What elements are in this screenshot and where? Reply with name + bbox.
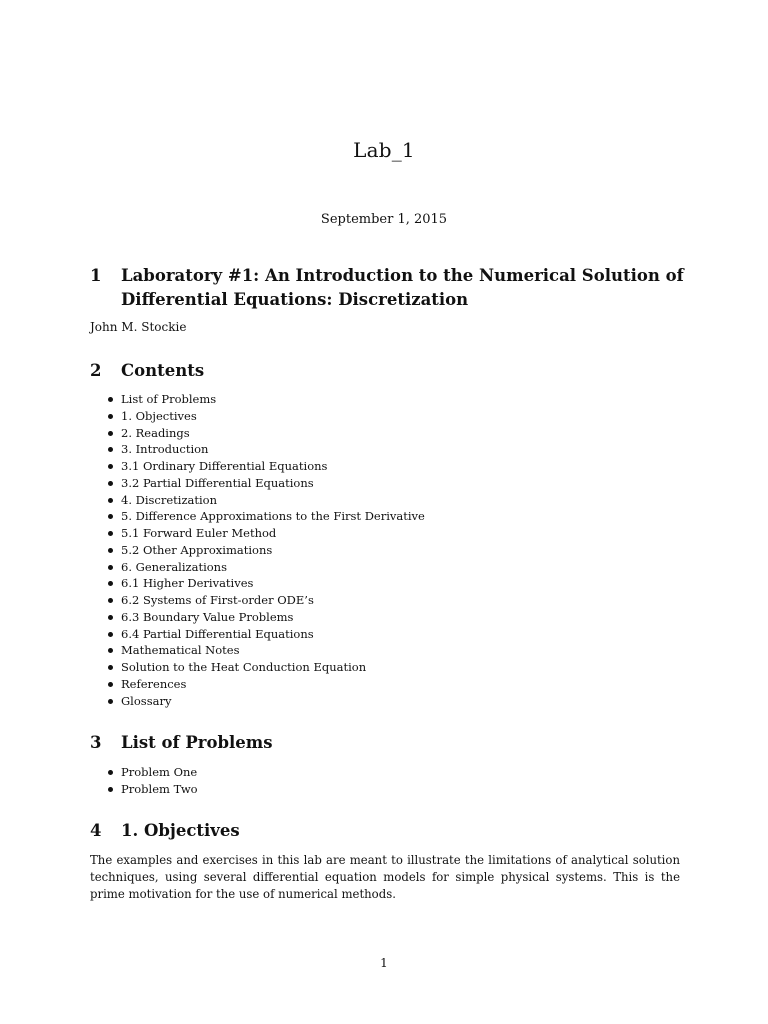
section-title: Laboratory #1: An Introduction to the Numerical Solution of Differential Equations: Discretization [121, 266, 684, 309]
bullet-icon [108, 565, 113, 570]
section-title: List of Problems [121, 733, 273, 752]
list-item-label: 5.1 Forward Euler Method [121, 526, 277, 540]
bullet-icon [108, 397, 113, 402]
list-item[interactable] [108, 391, 425, 408]
section-title: 1. Objectives [121, 821, 240, 840]
document-title: Lab_1 [353, 138, 415, 162]
list-item[interactable] [108, 559, 425, 576]
list-item[interactable] [108, 592, 425, 609]
bullet-icon [108, 447, 113, 452]
bullet-icon [108, 787, 113, 792]
bullet-icon [108, 632, 113, 637]
section-4-heading [90, 819, 690, 843]
page-number: 1 [380, 956, 388, 970]
list-item[interactable] [108, 626, 425, 643]
list-item[interactable] [108, 425, 425, 442]
list-item-label: 5. Difference Approximations to the First Derivative [121, 509, 425, 524]
section-title: Contents [121, 361, 205, 380]
contents-list [108, 391, 425, 709]
section-3-heading [90, 731, 690, 755]
author-name: John M. Stockie [90, 320, 187, 334]
problems-list [108, 764, 198, 798]
section-2-heading [90, 359, 690, 383]
bullet-icon [108, 531, 113, 536]
bullet-icon [108, 414, 113, 419]
list-item[interactable] [108, 676, 425, 693]
list-item[interactable] [108, 508, 425, 525]
bullet-icon [108, 699, 113, 704]
section-number: 2 [90, 361, 102, 380]
section-number: 1 [90, 266, 102, 285]
list-item[interactable] [108, 781, 198, 798]
list-item-label: 3.1 Ordinary Differential Equations [121, 459, 328, 473]
objectives-paragraph: The examples and exercises in this lab are meant to illustrate the limitations of analytical solution techniques, using several differential equation models for simple physical systems. This is the prime motivation for the use of numerical methods. [90, 853, 680, 901]
bullet-icon [108, 514, 113, 519]
list-item[interactable] [108, 441, 425, 458]
list-item-label: 3.2 Partial Differential Equations [121, 475, 314, 490]
bullet-icon [108, 548, 113, 553]
list-item[interactable] [108, 659, 425, 676]
list-item[interactable] [108, 764, 198, 781]
list-item-label: 6.1 Higher Derivatives [121, 576, 254, 591]
bullet-icon [108, 481, 113, 486]
bullet-icon [108, 598, 113, 603]
bullet-icon [108, 665, 113, 670]
list-item-label: Mathematical Notes [121, 643, 240, 658]
list-item[interactable] [108, 609, 425, 626]
list-item[interactable] [108, 408, 425, 425]
list-item-label: Problem Two [121, 781, 198, 796]
list-item-label: 4. Discretization [121, 492, 218, 507]
section-number: 4 [90, 821, 102, 840]
list-item-label: Glossary [121, 693, 172, 708]
list-item-label: 6.2 Systems of First-order ODE’s [121, 593, 314, 607]
list-item-label: 2. Readings [121, 425, 190, 440]
bullet-icon [108, 615, 113, 620]
list-item[interactable] [108, 575, 425, 592]
list-item-label: 6. Generalizations [121, 559, 227, 574]
list-item-label: 6.4 Partial Differential Equations [121, 626, 314, 641]
list-item-label: List of Problems [121, 392, 217, 406]
list-item-label: Problem One [121, 765, 198, 779]
list-item-label: 3. Introduction [121, 442, 209, 457]
list-item[interactable] [108, 642, 425, 659]
bullet-icon [108, 770, 113, 775]
list-item[interactable] [108, 525, 425, 542]
bullet-icon [108, 464, 113, 469]
bullet-icon [108, 431, 113, 436]
list-item[interactable] [108, 492, 425, 509]
list-item[interactable] [108, 458, 425, 475]
list-item-label: 1. Objectives [121, 408, 197, 423]
bullet-icon [108, 581, 113, 586]
section-1-heading [90, 264, 690, 312]
list-item[interactable] [108, 475, 425, 492]
list-item[interactable] [108, 693, 425, 710]
list-item-label: References [121, 676, 187, 691]
list-item[interactable] [108, 542, 425, 559]
bullet-icon [108, 682, 113, 687]
section-number: 3 [90, 733, 102, 752]
bullet-icon [108, 648, 113, 653]
list-item-label: 6.3 Boundary Value Problems [121, 609, 294, 624]
bullet-icon [108, 498, 113, 503]
list-item-label: Solution to the Heat Conduction Equation [121, 660, 367, 674]
list-item-label: 5.2 Other Approximations [121, 542, 273, 557]
document-date: September 1, 2015 [320, 212, 448, 227]
